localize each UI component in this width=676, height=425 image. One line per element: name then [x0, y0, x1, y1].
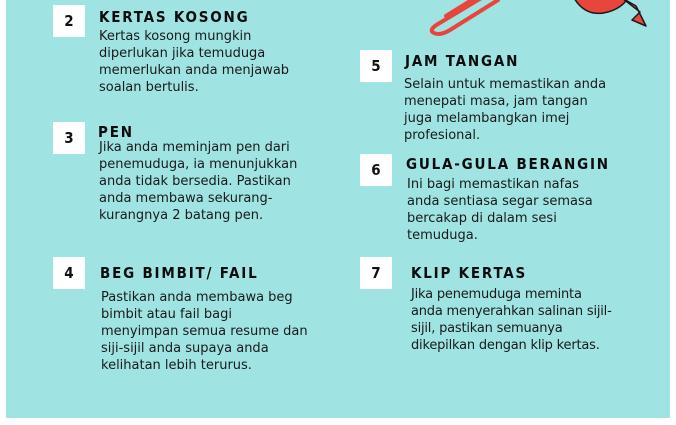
item-number-badge: 4: [53, 257, 85, 289]
item-title: KERTAS KOSONG: [99, 8, 250, 26]
paperclip-icon: [418, 0, 508, 36]
item-number-badge: 2: [53, 5, 85, 37]
item-description: Kertas kosong mungkin diperlukan jika temuduga memerlukan anda menjawab soalan bertulis.: [99, 29, 290, 95]
item-description: Selain untuk memastikan anda menepati masa, jam tangan juga melambangkan imej profesional.: [404, 77, 607, 143]
item-description: Ini bagi memastikan nafas anda sentiasa segar semasa bercakap di dalam sesi temuduga.: [407, 177, 593, 243]
item-title: GULA-GULA BERANGIN: [406, 155, 610, 173]
infographic-panel: [6, 0, 670, 418]
item-title: PEN: [98, 123, 134, 141]
item-title: BEG BIMBIT/ FAIL: [100, 264, 259, 282]
item-number-badge: 6: [360, 154, 392, 186]
item-description: Jika penemuduga meminta anda menyerahkan salinan sijil- sijil, pastikan semuanya dikepilkan dengan klip kertas.: [411, 287, 612, 353]
item-description: Jika anda meminjam pen dari penemuduga, ia menunjukkan anda tidak bersedia. Pastikan anda membawa sekurang- kurangnya 2 batang pen.: [99, 140, 298, 223]
item-number-badge: 3: [53, 122, 85, 154]
candy-icon: [566, 0, 656, 30]
item-description: Pastikan anda membawa beg bimbit atau fail bagi menyimpan semua resume dan siji-sijil anda supaya anda kelihatan lebih terurus.: [101, 290, 308, 373]
item-number-badge: 7: [360, 257, 392, 289]
item-number-badge: 5: [360, 50, 392, 82]
item-title: KLIP KERTAS: [411, 264, 528, 282]
item-title: JAM TANGAN: [405, 52, 520, 70]
